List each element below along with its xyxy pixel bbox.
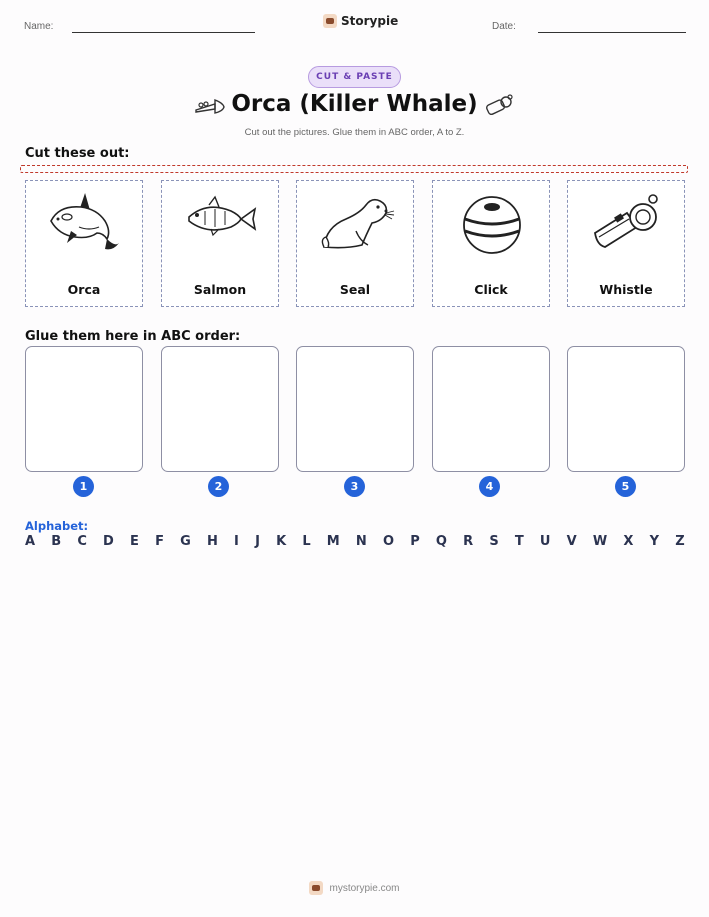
cut-line (20, 165, 688, 173)
number-badge-4: 4 (479, 476, 500, 497)
cut-card-seal[interactable] (296, 180, 414, 307)
cut-section-heading: Cut these out: (25, 146, 130, 161)
alphabet-letter: L (302, 534, 311, 549)
alphabet-letter: B (51, 534, 62, 549)
alphabet-letter: P (410, 534, 420, 549)
number-badge-1: 1 (73, 476, 94, 497)
whistle-icon (587, 187, 667, 259)
glue-box-5[interactable] (567, 346, 685, 472)
click-ball-icon (452, 187, 532, 259)
cut-card-label: Salmon (193, 282, 247, 297)
cut-card-label: Whistle (599, 282, 653, 297)
alphabet-letter: A (25, 534, 36, 549)
alphabet-title: Alphabet: (25, 519, 89, 533)
alphabet-letter: Z (675, 534, 685, 549)
alphabet-letter: D (103, 534, 114, 549)
date-line[interactable] (538, 32, 686, 33)
alphabet-letter: E (130, 534, 139, 549)
cut-card-orca[interactable] (25, 180, 143, 307)
alphabet-letter: Q (435, 534, 447, 549)
seal-icon (316, 187, 396, 259)
alphabet-letter: C (77, 534, 87, 549)
salmon-icon (181, 187, 261, 259)
instructions: Cut out the pictures. Glue them in ABC order, A to Z. (244, 127, 465, 138)
glue-box-4[interactable] (432, 346, 550, 472)
storypie-logo-icon (309, 881, 323, 895)
glue-box-3[interactable] (296, 346, 414, 472)
alphabet-letter: O (382, 534, 395, 549)
alphabet-letter: U (539, 534, 551, 549)
cut-card-click[interactable] (432, 180, 550, 307)
orca-icon (45, 187, 125, 259)
alphabet-letter: R (463, 534, 474, 549)
brand-name: Storypie (341, 14, 399, 28)
cut-card-label: Orca (67, 282, 101, 297)
number-badge-5: 5 (615, 476, 636, 497)
name-line[interactable] (72, 32, 255, 33)
whistle-small-icon (484, 93, 516, 117)
alphabet-letter: W (592, 534, 608, 549)
alphabet-letter: S (489, 534, 499, 549)
alphabet-letter: Y (649, 534, 660, 549)
number-badge-2: 2 (208, 476, 229, 497)
alphabet-letter: H (206, 534, 218, 549)
alphabet-letter: M (326, 534, 340, 549)
cut-card-whistle[interactable] (567, 180, 685, 307)
alphabet-row (25, 534, 685, 549)
alphabet-letter: I (234, 534, 239, 549)
alphabet-letter: F (155, 534, 164, 549)
cut-card-label: Seal (339, 282, 371, 297)
number-badge-3: 3 (344, 476, 365, 497)
cut-and-paste-badge: CUT & PASTE (308, 66, 401, 88)
glue-box-1[interactable] (25, 346, 143, 472)
cut-card-salmon[interactable] (161, 180, 279, 307)
footer-url[interactable]: mystorypie.com (329, 882, 400, 894)
name-label: Name: (24, 21, 54, 32)
alphabet-letter: V (566, 534, 577, 549)
alphabet-letter: J (255, 534, 260, 549)
alphabet-letter: N (355, 534, 367, 549)
page-title: Orca (Killer Whale) (231, 91, 478, 117)
cut-card-label: Click (474, 282, 508, 297)
alphabet-letter: X (623, 534, 634, 549)
glue-section-heading: Glue them here in ABC order: (25, 329, 241, 344)
footer (0, 881, 709, 895)
brand (323, 14, 398, 28)
alphabet-letter: K (276, 534, 287, 549)
date-label: Date: (492, 21, 516, 32)
alphabet-letter: G (180, 534, 191, 549)
glue-box-2[interactable] (161, 346, 279, 472)
alphabet-letter: T (514, 534, 524, 549)
storypie-logo-icon (323, 14, 337, 28)
